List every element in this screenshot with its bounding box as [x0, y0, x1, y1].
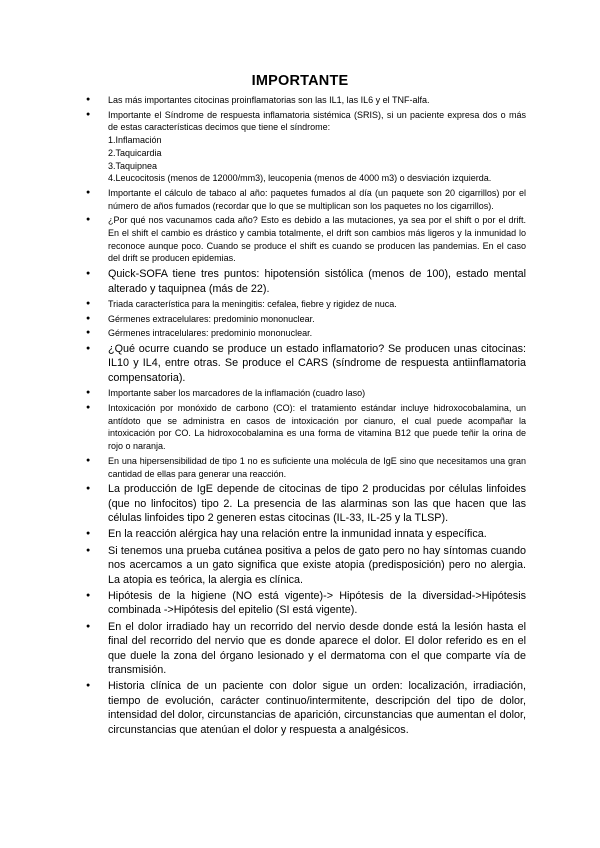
sub-item: 4.Leucocitosis (menos de 12000/mm3), leucopenia (menos de 4000 m3) o desviación izquierda.: [108, 173, 492, 184]
list-item: [108, 313, 526, 326]
list-item: [108, 679, 526, 737]
list-item: [108, 298, 526, 311]
sub-item: 1.Inflamación: [108, 135, 162, 146]
list-item: [108, 482, 526, 525]
item-text: La producción de IgE depende de citocinas de tipo 2 producidas por células linfoides (que no linfocitos) tipo 2. La presencia de las alarminas son las que hacen que las células linfoides tipo 2 generen estas citocinas (IL-33, IL-25 y la TLSP).: [108, 483, 526, 525]
sub-item: 2.Taquicardia: [108, 147, 162, 158]
item-text: Las más importantes citocinas proinflamatorias son las IL1, las IL6 y el TNF-alfa.: [108, 95, 430, 105]
item-text: En el dolor irradiado hay un recorrido del nervio desde donde está la lesión hasta el final del recorrido del nervio que es donde aparece el dolor. El dolor referido es en el que duele la zona del órgano lesionado y el dermatoma con el que comparte vía de transmisión.: [108, 620, 526, 677]
sub-item: 3.Taquipnea: [108, 160, 158, 171]
item-text: Historia clínica de un paciente con dolor sigue un orden: localización, irradiación, tiempo de evolución, carácter continuo/intermitente, descripción del tipo de dolor, intensidad del dolor, circunstancias de aparición, circunstancias que aumentan el dolor, circunstancias que atenúan el dolor y respuesta a analgésicos.: [108, 680, 526, 736]
list-item: [108, 94, 526, 107]
item-text: Si tenemos una prueba cutánea positiva a pelos de gato pero no hay síntomas cuando nos acercamos a un gato significa que existe atopia (predisposición) pero no alergia. La atopia es teórica, la alergia es clínica.: [108, 544, 526, 586]
list-item: [108, 327, 526, 340]
list-item: [108, 620, 526, 678]
item-text: ¿Por qué nos vacunamos cada año? Esto es debido a las mutaciones, ya sea por el shift o por el drift. En el shift el cambio es drástico y cambia totalmente, el drift son cambios más ligeros y la inmunidad lo reconoce aunque poco. Cuando se produce el shift es cuando se producen las pandemias. En el caso del drift se producen epidemias.: [108, 215, 526, 264]
list-item: [108, 589, 526, 618]
item-text: En una hipersensibilidad de tipo 1 no es suficiente una molécula de IgE sino que necesitamos una gran cantidad de ellas para generar una reacción.: [108, 455, 526, 479]
list-item: [108, 267, 526, 296]
item-text: Gérmenes extracelulares: predominio mononuclear.: [108, 313, 315, 324]
list-item: [108, 187, 526, 212]
item-text: Gérmenes intracelulares: predominio mononuclear.: [108, 328, 313, 339]
list-item: [108, 342, 526, 385]
item-text: Triada característica para la meningitis: cefalea, fiebre y rigidez de nuca.: [108, 298, 397, 309]
list-item: [108, 544, 526, 587]
item-text: Quick-SOFA tiene tres puntos: hipotensión sistólica (menos de 100), estado mental alterado y taquipnea (más de 22).: [108, 268, 526, 295]
page-title: IMPORTANTE: [251, 73, 349, 89]
item-text: Hipótesis de la higiene (NO está vigente)-> Hipótesis de la diversidad->Hipótesis combinada ->Hipótesis del epitelio (SI está vigente).: [108, 590, 526, 617]
item-text: En la reacción alérgica hay una relación entre la inmunidad innata y específica.: [108, 528, 487, 541]
list-item: [108, 527, 526, 541]
item-text: Importante saber los marcadores de la inflamación (cuadro laso): [108, 388, 366, 399]
bullet-list: [108, 94, 526, 739]
list-item: [108, 109, 526, 185]
list-item: [108, 455, 526, 480]
item-text: Intoxicación por monóxido de carbono (CO): el tratamiento estándar incluye hidroxocobalamina, un antídoto que se administra en casos de intoxicación por cianuro, el cual puede acompañar la intoxicación por CO. La hidroxocobalamina es una forma de vitamina B12 que puede teñir la orina de rojo o naranja.: [108, 402, 526, 452]
list-item: [108, 387, 526, 400]
item-text: ¿Qué ocurre cuando se produce un estado inflamatorio? Se producen unas citocinas: IL10 y IL4, entre otras. Se produce el CARS (síndrome de respuesta antiinflamatoria compensatoria).: [108, 343, 526, 384]
item-text: Importante el Síndrome de respuesta inflamatoria sistémica (SRIS), si un paciente expresa dos o más de estas características decimos que tiene el síndrome:: [108, 109, 526, 133]
list-item: [108, 402, 526, 453]
item-text: Importante el cálculo de tabaco al año: paquetes fumados al día (un paquete son 20 cigarrillos) por el número de años fumados (recordar que lo que se multiplican son los paquetes no los cigarrillos).: [108, 187, 526, 211]
list-item: [108, 214, 526, 265]
